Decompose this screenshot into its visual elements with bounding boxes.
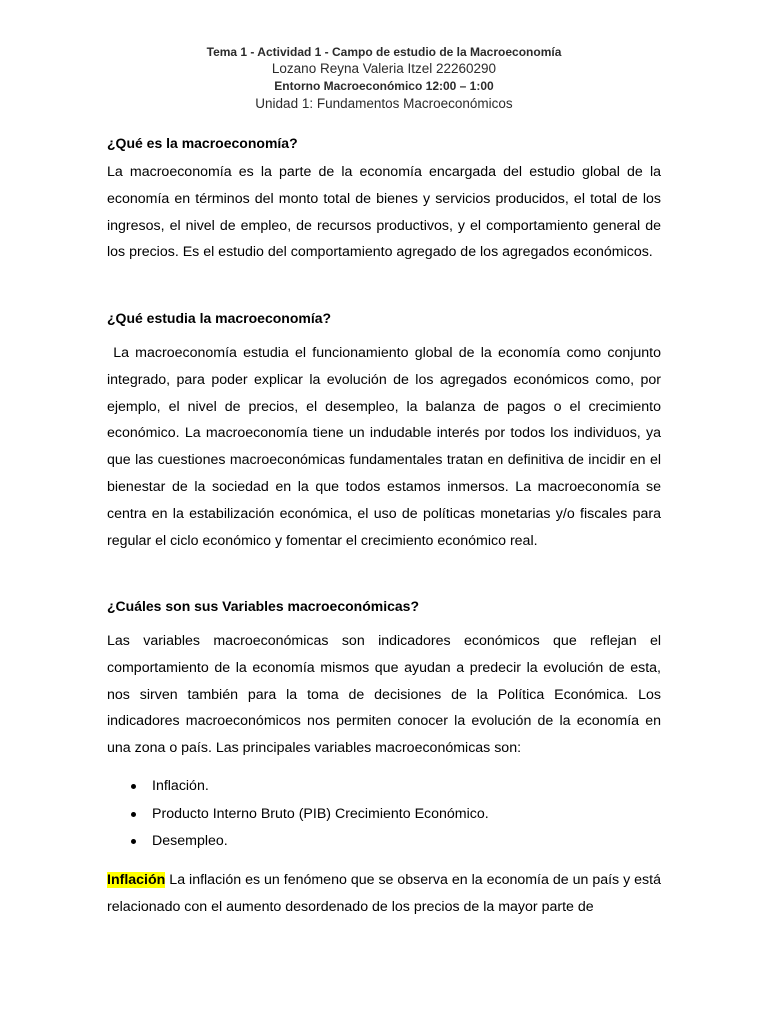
- list-item: [107, 801, 661, 829]
- variables-list: [107, 773, 661, 856]
- activity-title: Tema 1 - Actividad 1 - Campo de estudio de la Macroeconomía: [206, 45, 562, 59]
- highlighted-term: Inflación: [107, 872, 166, 888]
- inflation-paragraph: [107, 867, 665, 921]
- bullet-icon: [131, 812, 136, 817]
- list-item: [107, 828, 661, 856]
- unit-title: Unidad 1: Fundamentos Macroeconómicos: [255, 96, 513, 111]
- inflation-text: La inflación es un fenómeno que se observa en la economía de un país y está relacionado con el aumento desordenado de los precios de la mayor parte de: [107, 872, 665, 915]
- paragraph: Las variables macroeconómicas son indicadores económicos que reflejan el comportamiento de la economía mismos que ayudan a predecir la evolución de esta, nos sirven también para la toma de decisiones de la Política Económica. Los indicadores macroeconómicos nos permiten conocer la evolución de la economía en una zona o país. Las principales variables macroeconómicas son:: [107, 633, 661, 757]
- list-item-text: Inflación.: [152, 778, 209, 794]
- question-heading: ¿Cuáles son sus Variables macroeconómicas?: [107, 598, 420, 614]
- list-item-text: Desempleo.: [152, 833, 228, 849]
- document-header: [0, 44, 768, 112]
- paragraph: La macroeconomía es la parte de la economía encargada del estudio global de la economía en términos del monto total de bienes y servicios producidos, el total de los ingresos, el nivel de empleo, de recursos productivos, y el comportamiento general de los precios. Es el estudio del comportamiento agregado de los agregados económicos.: [107, 164, 661, 261]
- question-heading: ¿Qué es la macroeconomía?: [107, 135, 298, 151]
- bullet-icon: [131, 784, 136, 789]
- paragraph: La macroeconomía estudia el funcionamiento global de la economía como conjunto integrado, para poder explicar la evolución de los agregados económicos como, por ejemplo, el nivel de precios, el desempleo, la balanza de pagos o el crecimiento económico. La macroeconomía tiene un indudable interés por todos los individuos, ya que las cuestiones macroeconómicas fundamentales tratan en definitiva de incidir en el bienestar de la sociedad en la que todos estamos inmersos. La macroeconomía se centra en la estabilización económica, el uso de políticas monetarias y/o fiscales para regular el ciclo económico y fomentar el crecimiento económico real.: [107, 345, 665, 549]
- list-item-text: Producto Interno Bruto (PIB) Crecimiento Económico.: [152, 805, 489, 822]
- student-name: Lozano Reyna Valeria Itzel 22260290: [271, 61, 497, 76]
- list-item: [107, 773, 661, 801]
- course-environment: Entorno Macroeconómico 12:00 – 1:00: [274, 79, 494, 93]
- bullet-icon: [131, 839, 136, 844]
- question-heading: ¿Qué estudia la macroeconomía?: [107, 310, 332, 326]
